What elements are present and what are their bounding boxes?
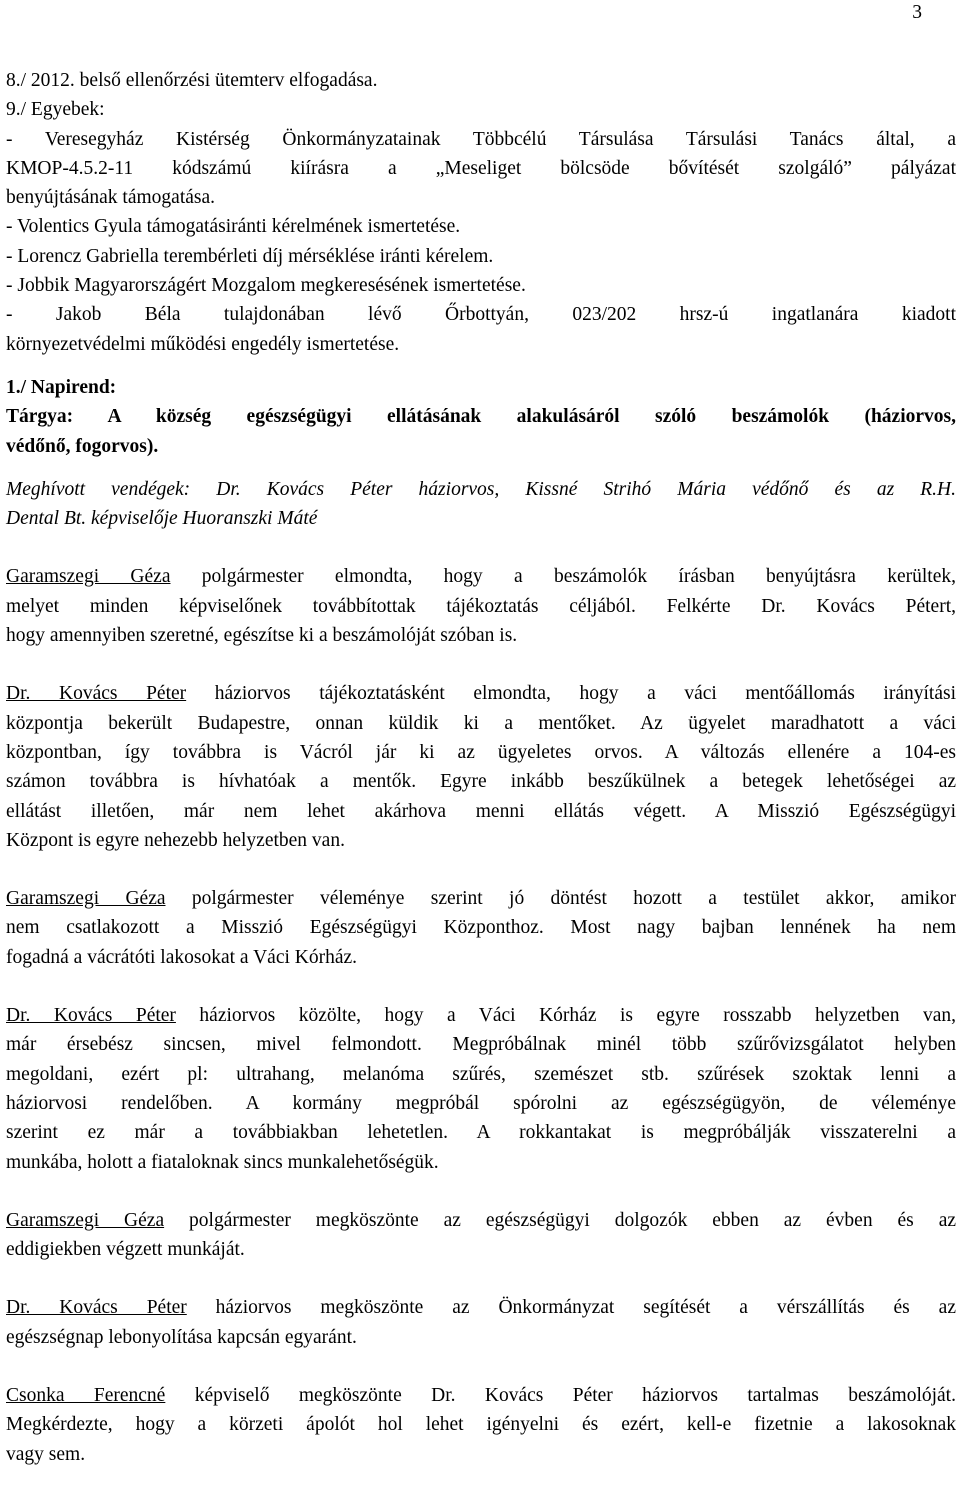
section-guests-line-1: Meghívott vendégek: Dr. Kovács Péter háziorvos, Kissné Strihó Mária védőnő és az R.H. — [6, 478, 956, 500]
agenda-sub-1-line-2: KMOP-4.5.2-11 kódszámú kiírásra a „Meseliget bölcsöde bővítését szolgáló” pályázat — [6, 157, 956, 179]
speaker-name: Csonka Ferencné — [6, 1384, 166, 1406]
agenda-list — [6, 66, 956, 359]
section-heading: 1./ Napirend: — [6, 376, 117, 398]
agenda-item-8: 8./ 2012. belső ellenőrzési ütemterv elfogadása. — [6, 70, 378, 91]
speaker-name: Garamszegi Géza — [6, 1209, 165, 1231]
section-subject-line-2: védőnő, fogorvos). — [6, 435, 159, 457]
page-number: 3 — [912, 2, 922, 23]
guests-company: Dental Bt. — [6, 508, 87, 530]
speaker-name: Garamszegi Géza — [6, 566, 171, 588]
paragraph-7: Csonka Ferencné képviselő megköszönte Dr. Kovács Péter háziorvos tartalmas beszámolóját. Megkérdezte, hogy a körzeti ápolót hol lehet igényelni és ezért, kell-e fizetnie a lakosoknak vagy sem. — [6, 1384, 956, 1465]
document-body — [6, 66, 956, 1469]
agenda-item-9: 9./ Egyebek: — [6, 99, 105, 121]
agenda-sub-2: - Volentics Gyula támogatásiránti kérelmének ismertetése. — [6, 216, 461, 238]
agenda-sub-1-line-3: benyújtásának támogatása. — [6, 187, 216, 209]
agenda-section — [6, 373, 956, 533]
speaker-name: Dr. Kovács Péter — [6, 1005, 176, 1027]
paragraph-2: Dr. Kovács Péter háziorvos tájékoztatásként elmondta, hogy a váci mentőállomás irányítási központja bekerült Budapestre, onnan küldik ki a mentőket. Az ügyelet maradhatott a váci központban, így továbbra is Vácról jár ki az ügyeletes orvos. A változás ellenére a 104-es számon továbbra is hívhatóak a mentők. Egyre inkább beszűkülnek a betegek lehetőségei az ellátást illetően, már nem lehet akárhova menni ellátás végett. A Misszió Egészségügyi Központ is egyre nehezebb helyzetben van. — [6, 683, 956, 851]
agenda-sub-5-line-2: környezetvédelmi működési engedély ismertetése. — [6, 333, 400, 355]
speaker-name: Dr. Kovács Péter — [6, 1297, 187, 1319]
agenda-sub-5-line-1: - Jakob Béla tulajdonában lévő Őrbottyán, 023/202 hrsz-ú ingatlanára kiadott — [6, 304, 956, 326]
agenda-sub-4: - Jobbik Magyarországért Mozgalom megkeresésének ismertetése. — [6, 275, 526, 297]
paragraph-6: Dr. Kovács Péter háziorvos megköszönte az Önkormányzat segítését a vérszállítás és az egészségnap lebonyolítása kapcsán egyaránt. — [6, 1297, 956, 1348]
section-guests-line-2 — [6, 504, 956, 533]
speaker-name: Dr. Kovács Péter — [6, 683, 187, 705]
speaker-name: Garamszegi Géza — [6, 888, 166, 910]
paragraph-4: Dr. Kovács Péter háziorvos közölte, hogy a Váci Kórház is egyre rosszabb helyzetben van, már érsebész sincsen, mivel felmondott. Megpróbálnak minél több szűrővizsgálatot helyben megoldani, ezért pl: ultrahang, melanóma szűrés, szemészet stb. szűrések szoktak lenni a háziorvosi rendelőben. A kormány megpróbál spórolni az egészségügyön, de véleménye szerint ez már a továbbiakban lehetetlen. A rokkantakat is megpróbálják visszaterelni a munkába, holott a fiataloknak sincs munkalehetőségük. — [6, 1005, 956, 1173]
guests-representative: képviselője Huoranszki Máté — [86, 508, 318, 530]
agenda-sub-3: - Lorencz Gabriella terembérleti díj mérséklése iránti kérelem. — [6, 245, 494, 267]
paragraph-1: Garamszegi Géza polgármester elmondta, hogy a beszámolók írásban benyújtásra kerültek, melyet minden képviselőnek továbbítottak tájékoztatás céljából. Felkérte Dr. Kovács Pétert, hogy amennyiben szeretné, egészítse ki a beszámolóját szóban is. — [6, 566, 956, 647]
agenda-sub-1-line-1: - Veresegyház Kistérség Önkormányzatainak Többcélú Társulása Társulási Tanács által, a — [6, 128, 956, 150]
paragraph-3: Garamszegi Géza polgármester véleménye szerint jó döntést hozott a testület akkor, amikor nem csatlakozott a Misszió Egészségügyi Központhoz. Most nagy bajban lennének ha nem fogadná a vácrátóti lakosokat a Váci Kórház. — [6, 888, 956, 968]
section-subject-line-1: Tárgya: A község egészségügyi ellátásának alakulásáról szóló beszámolók (háziorvos, — [6, 406, 956, 428]
paragraph-5: Garamszegi Géza polgármester megköszönte az egészségügyi dolgozók ebben az évben és az eddigiekben végzett munkáját. — [6, 1209, 956, 1261]
